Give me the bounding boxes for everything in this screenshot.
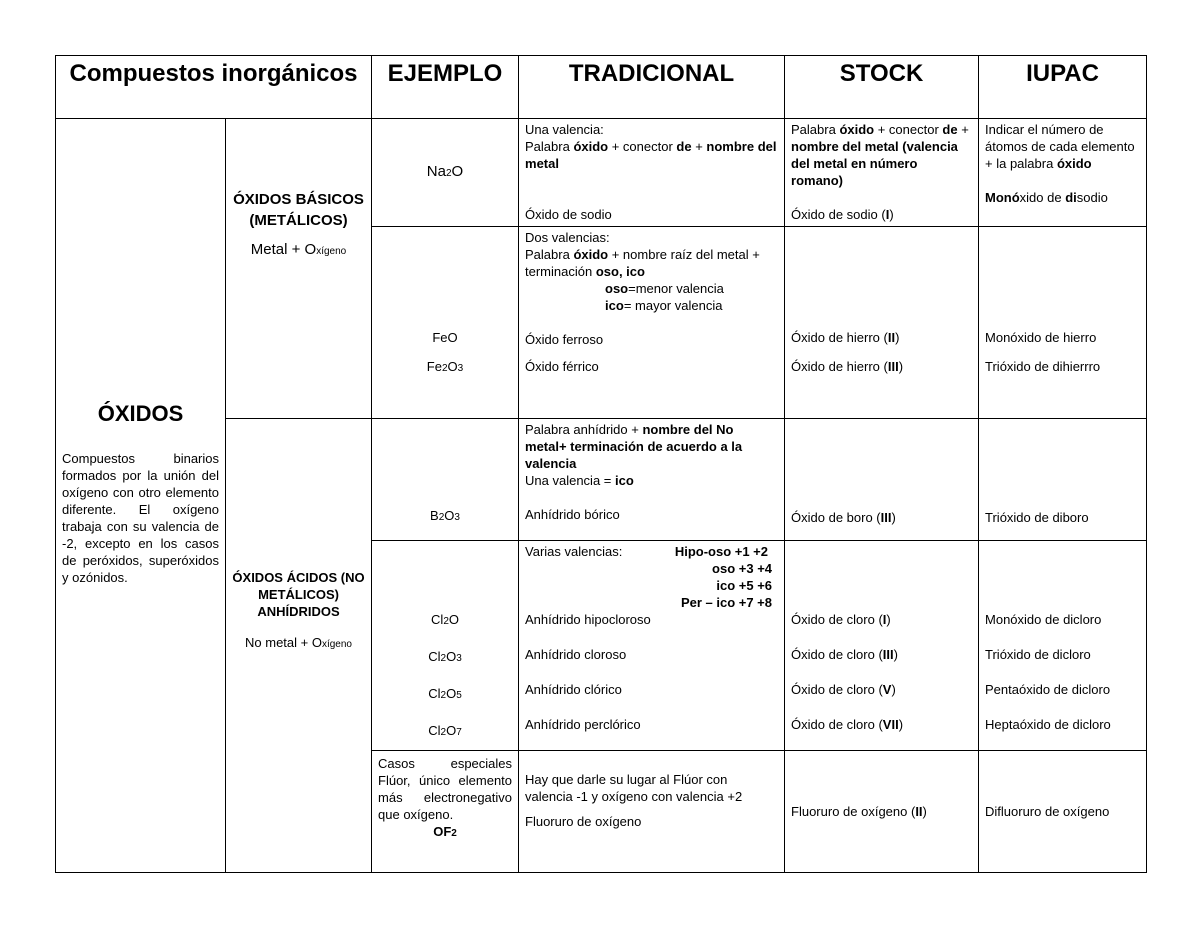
example-formula: FeO — [372, 227, 519, 351]
special-ejemplo: Casos especiales Flúor, único elemento más electronegativo que oxígeno. OF2 — [372, 750, 519, 872]
stock-cell: Óxido de cloro (I) Óxido de cloro (III) Óxido de cloro (V) Óxido de cloro (VII) — [785, 540, 979, 750]
trad-cell: Varias valencias: Hipo-oso +1 +2 oso +3 +4 ico +5 +6 Per – ico +7 +8 Anhídrido hipocloroso Anhídrido cloroso Anhídrido clórico Anhídrido perclórico — [519, 540, 785, 750]
acidos-cell — [226, 418, 372, 872]
iupac-cell: Difluoruro de oxígeno — [979, 750, 1147, 872]
iupac-cell: Monóxido de dicloro Trióxido de dicloro Pentaóxido de dicloro Heptaóxido de dicloro — [979, 540, 1147, 750]
basicos-cell — [226, 119, 372, 419]
iupac-cell: Trióxido de diboro — [979, 418, 1147, 540]
stock-cell: Óxido de hierro (II) — [785, 227, 979, 351]
acidos-title: ÓXIDOS ÁCIDOS (NO METÁLICOS) ANHÍDRIDOS — [232, 570, 365, 619]
header-stock: STOCK — [785, 56, 979, 119]
oxidos-description: Compuestos binarios formados por la unión del oxígeno con otro elemento diferente. El oxígeno trabaja con su valencia de -2, excepto en los casos de peróxidos, superóxidos y ozónidos. — [62, 450, 219, 585]
oxidos-cell — [56, 119, 226, 873]
trad-cell: Dos valencias: Palabra óxido + nombre raíz del metal + terminación oso, ico oso=menor valencia ico= mayor valencia Óxido ferroso — [519, 227, 785, 351]
example-formula: Na2O — [372, 119, 519, 227]
stock-cell: Palabra óxido + conector de + nombre del metal (valencia del metal en número romano) Óxido de sodio (I) — [785, 119, 979, 227]
oxidos-title: ÓXIDOS — [97, 400, 184, 426]
trad-cell: Palabra anhídrido + nombre del No metal+ terminación de acuerdo a la valencia Una valencia = ico Anhídrido bórico — [519, 418, 785, 540]
header-iupac: IUPAC — [979, 56, 1147, 119]
stock-cell: Óxido de hierro (III) — [785, 350, 979, 418]
trad-cell: Hay que darle su lugar al Flúor con valencia -1 y oxígeno con valencia +2 Fluoruro de oxígeno — [519, 750, 785, 872]
acidos-rule: No metal + Oxígeno — [245, 635, 352, 650]
iupac-cell: Monóxido de hierro — [979, 227, 1147, 351]
basicos-title: ÓXIDOS BÁSICOS (METÁLICOS) — [233, 190, 364, 229]
iupac-cell: Indicar el número de átomos de cada elemento + la palabra óxido Monóxido de disodio — [979, 119, 1147, 227]
basicos-rule: Metal + Oxígeno — [250, 240, 347, 258]
table-row — [56, 119, 1147, 227]
stock-cell: Óxido de boro (III) — [785, 418, 979, 540]
header-compuestos: Compuestos inorgánicos — [56, 56, 372, 119]
stock-cell: Fluoruro de oxígeno (II) — [785, 750, 979, 872]
iupac-cell: Trióxido de dihierrro — [979, 350, 1147, 418]
header-row — [56, 56, 1147, 119]
header-ejemplo: EJEMPLO — [372, 56, 519, 119]
example-formulas: Cl2O Cl2O3 Cl2O5 Cl2O7 — [372, 540, 519, 750]
nomenclature-table — [55, 55, 1147, 873]
example-formula: B2O3 — [372, 418, 519, 540]
example-formula: Fe2O3 — [372, 350, 519, 418]
trad-cell: Óxido férrico — [519, 350, 785, 418]
trad-cell: Una valencia: Palabra óxido + conector de + nombre del metal Óxido de sodio — [519, 119, 785, 227]
header-tradicional: TRADICIONAL — [519, 56, 785, 119]
